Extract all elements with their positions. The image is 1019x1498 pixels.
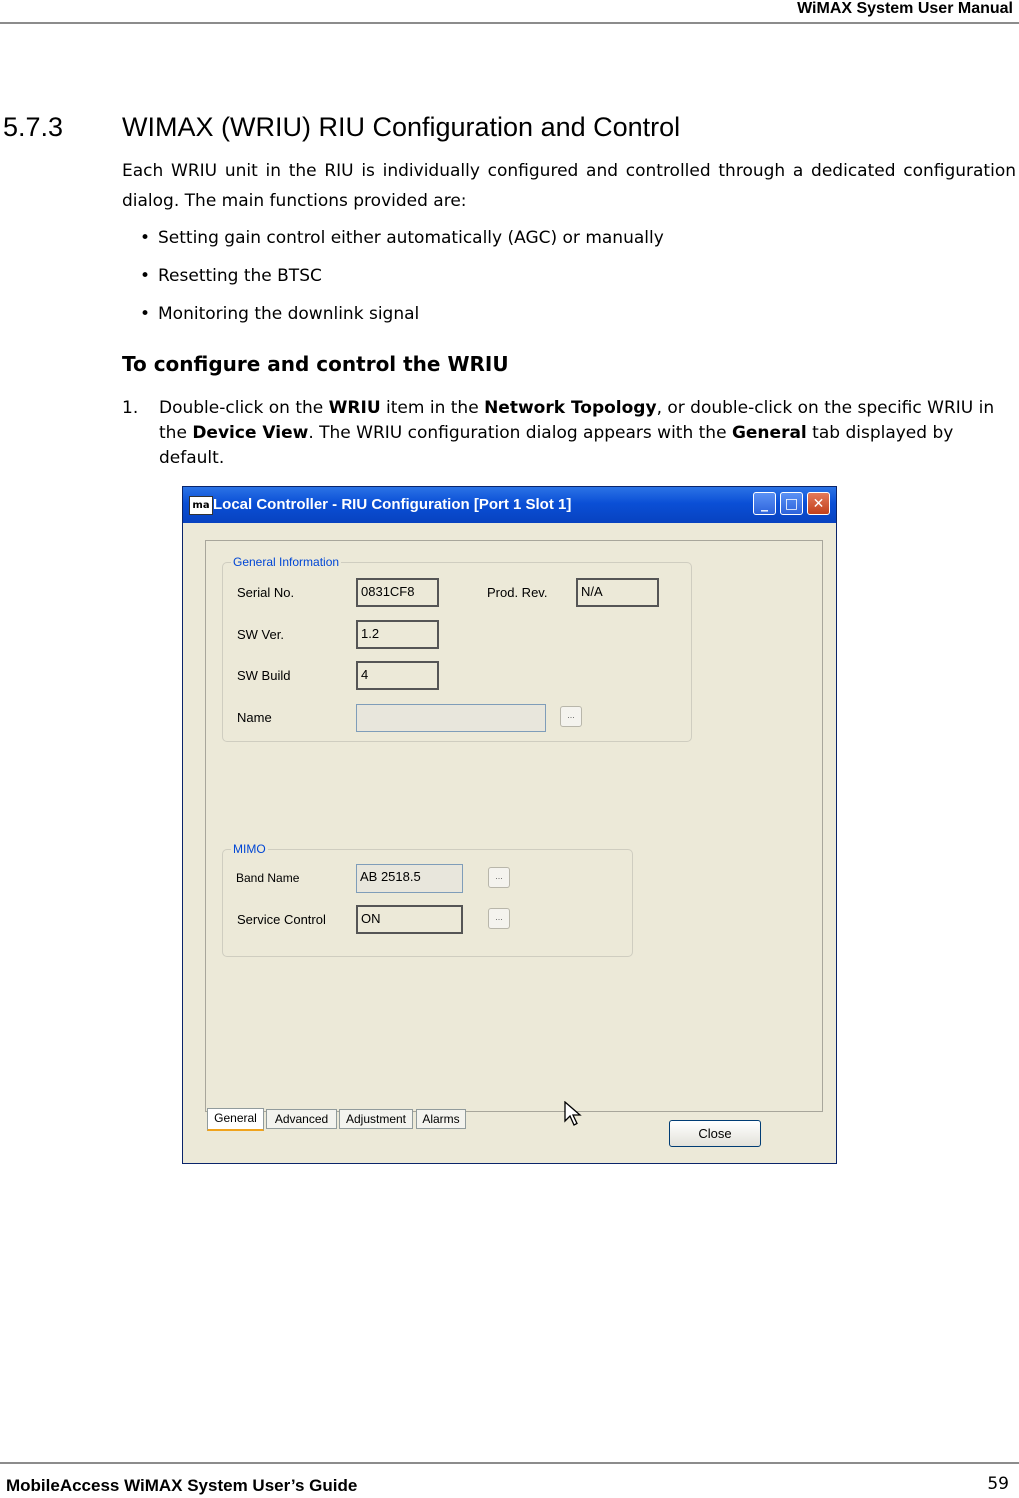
bullet-text: Resetting the BTSC (158, 266, 322, 286)
name-field[interactable] (356, 704, 546, 732)
bullet-item: • Resetting the BTSC (140, 266, 322, 286)
section-title: WIMAX (WRIU) RIU Configuration and Control (122, 112, 681, 142)
step-text: Double-click on the WRIU item in the Network Topology, or double-click on the specific WRIU in the Device View. The WRIU configuration dialog appears with the General tab displayed by default. (159, 398, 995, 468)
tab-advanced[interactable]: Advanced (266, 1109, 337, 1129)
prod-rev-label: Prod. Rev. (487, 585, 548, 600)
page-footer (0, 1462, 1019, 1498)
app-icon: ma (189, 496, 213, 515)
bullet-item: • Setting gain control either automatically (AGC) or manually (140, 228, 664, 248)
service-browse-button[interactable]: ... (488, 908, 510, 929)
minimize-button[interactable]: _ (753, 492, 776, 515)
name-label: Name (237, 710, 272, 725)
band-browse-button[interactable]: ... (488, 867, 510, 888)
prod-rev-field[interactable]: N/A (576, 578, 659, 607)
serial-field[interactable]: 0831CF8 (356, 578, 439, 607)
step-1 (122, 396, 1012, 471)
general-information-group (222, 555, 692, 742)
sw-build-label: SW Build (237, 668, 291, 683)
dialog-title: Local Controller - RIU Configuration [Port 1 Slot 1] (213, 496, 572, 513)
page-header (0, 0, 1019, 24)
section-number: 5.7.3 (3, 112, 64, 142)
bullet-text: Monitoring the downlink signal (158, 304, 420, 324)
sw-build-field[interactable]: 4 (356, 661, 439, 690)
intro-paragraph: Each WRIU unit in the RIU is individually configured and controlled through a dedicated configuration dialog. The main functions provided are: (122, 161, 1016, 211)
service-control-label: Service Control (237, 912, 326, 927)
bullet-text: Setting gain control either automatically (AGC) or manually (158, 228, 664, 248)
service-control-field[interactable]: ON (356, 905, 463, 934)
maximize-button[interactable]: □ (780, 492, 803, 515)
tab-alarms[interactable]: Alarms (416, 1109, 466, 1129)
step-number: 1. (122, 398, 139, 418)
band-name-label: Band Name (236, 871, 300, 885)
sw-ver-field[interactable]: 1.2 (356, 620, 439, 649)
serial-label: Serial No. (237, 585, 295, 600)
footer-guide-title: MobileAccess WiMAX System User’s Guide (6, 1476, 358, 1495)
group-label: MIMO (233, 842, 266, 856)
bullet-item: • Monitoring the downlink signal (140, 304, 420, 324)
group-label: General Information (233, 555, 340, 569)
tab-panel (205, 540, 823, 1112)
close-button[interactable]: Close (669, 1120, 761, 1147)
mimo-group (222, 842, 633, 957)
close-window-button[interactable]: ✕ (807, 492, 830, 515)
header-title: WiMAX System User Manual (797, 0, 1013, 17)
procedure-title: To configure and control the WRIU (122, 352, 509, 376)
dialog-titlebar[interactable] (183, 487, 836, 523)
tab-general[interactable]: General (207, 1108, 264, 1131)
sw-ver-label: SW Ver. (237, 627, 284, 642)
name-browse-button[interactable]: ... (560, 706, 582, 727)
mouse-cursor-icon (564, 1101, 582, 1127)
page-number: 59 (987, 1474, 1009, 1494)
tab-adjustment[interactable]: Adjustment (339, 1109, 413, 1129)
band-name-field[interactable]: AB 2518.5 (356, 864, 463, 893)
riu-configuration-dialog (182, 486, 837, 1164)
